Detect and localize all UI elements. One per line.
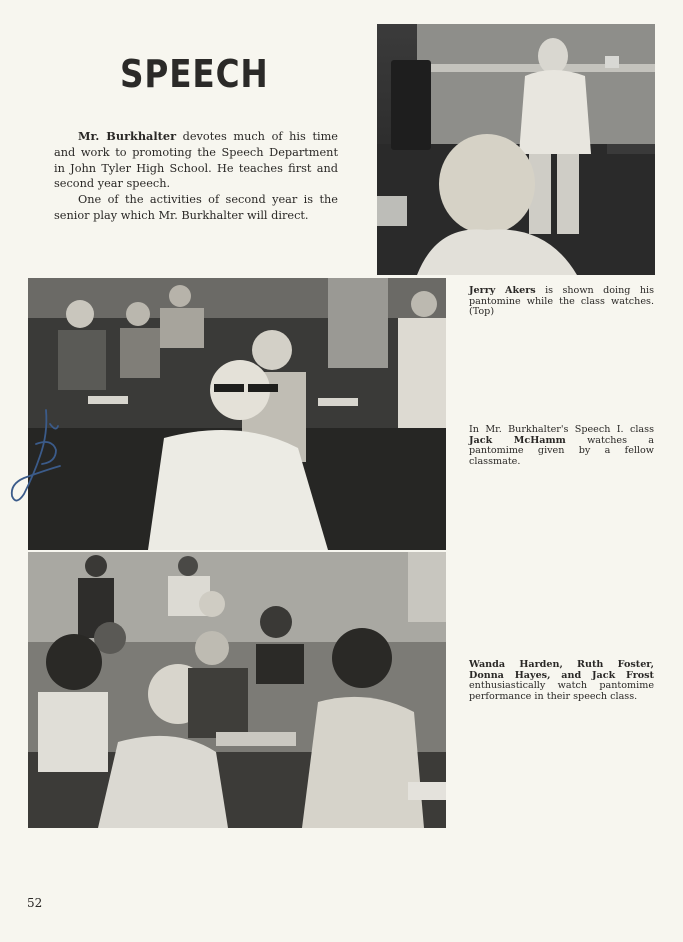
intro-paragraph-1-text: devotes much of his time and work to promoting the Speech Department in John Tyler High School. He teaches first and second year speech.	[54, 130, 338, 191]
intro-text	[54, 129, 338, 224]
photo-middle-classroom	[28, 278, 446, 550]
page-number: 52	[27, 896, 43, 910]
intro-paragraph-1	[54, 129, 338, 192]
caption-middle-text: watches a pantomime given by a fellow classmate.	[469, 434, 654, 467]
caption-top-text: is shown doing his pantomine while the class watches. (Top)	[469, 285, 654, 318]
caption-bottom-names: Wanda Harden, Ruth Foster, Donna Hayes, and Jack Frost	[469, 659, 654, 681]
handwritten-signature	[6, 404, 76, 518]
caption-middle-name: Jack McHamm	[469, 434, 566, 446]
photo-top-pantomime	[377, 24, 655, 275]
page-title: SPEECH	[120, 52, 269, 96]
intro-paragraph-2-text: One of the activities of second year is the senior play which Mr. Burkhalter will direct.	[54, 193, 338, 222]
caption-middle-pre: In Mr. Burkhalter's Speech I. class	[469, 424, 654, 435]
caption-top-name: Jerry Akers	[469, 285, 536, 296]
caption-top	[469, 286, 654, 318]
intro-paragraph-2	[54, 192, 338, 224]
caption-bottom-text: enthusiastically watch pantomime performance in their speech class.	[469, 680, 654, 702]
caption-middle	[469, 425, 654, 467]
photo-bottom-girls	[28, 552, 446, 828]
caption-bottom	[469, 660, 654, 702]
teacher-name: Mr. Burkhalter	[78, 129, 177, 143]
